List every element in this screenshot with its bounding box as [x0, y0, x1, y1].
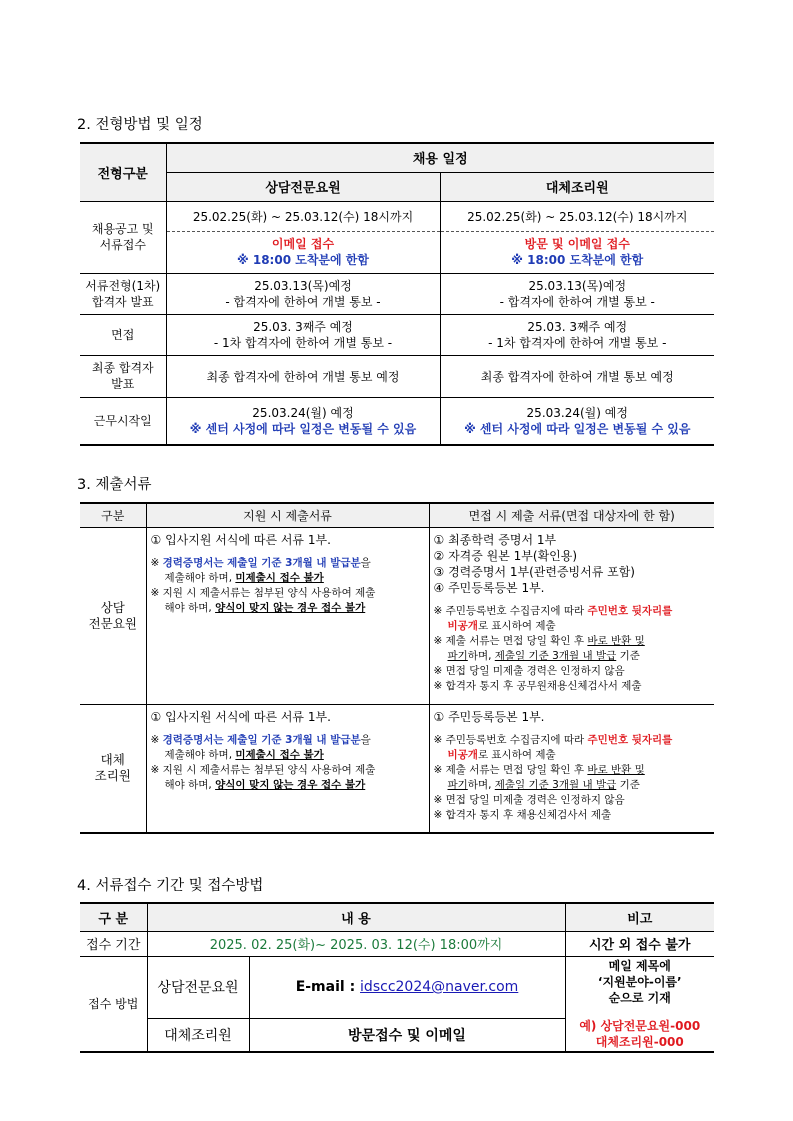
category-header: 구 분 — [80, 903, 147, 931]
email-cell: E-mail : idscc2024@naver.com — [249, 956, 565, 1018]
content-header: 내 용 — [147, 903, 565, 931]
schedule-cell: 최종 합격자에 한하여 개별 통보 예정 — [440, 355, 714, 397]
cook-apply-docs: ① 입사지원 서식에 따른 서류 1부. ※ 경력증명서는 제출일 기준 3개월 내 발급분을 제출해야 하며, 미제출시 접수 불가 ※ 지원 시 제출서류는 첨부된 양식 사용하여 제출 해야 하며, 양식이 맞지 않는 경우 접수 불가 — [146, 704, 429, 833]
schedule-cell: 25.03.24(월) 예정 ※ 센터 사정에 따라 일정은 변동될 수 있음 — [166, 397, 440, 445]
period-label: 접수 기간 — [80, 931, 147, 956]
schedule-cell: 25.03.13(목)예정 - 합격자에 한하여 개별 통보 - — [440, 273, 714, 314]
section-3-title: 3. 제출서류 — [77, 477, 152, 493]
schedule-cell: 방문 및 이메일 접수 ※ 18:00 도착분에 한함 — [440, 231, 714, 273]
schedule-cell: 25.03.13(목)예정 - 합격자에 한하여 개별 통보 - — [166, 273, 440, 314]
period-note: 시간 외 접수 불가 — [565, 931, 714, 956]
method-label: 접수 방법 — [80, 956, 147, 1052]
counselor-header: 상담전문요원 — [166, 172, 440, 201]
schedule-cell: 최종 합격자에 한하여 개별 통보 예정 — [166, 355, 440, 397]
email-link[interactable]: idscc2024@naver.com — [360, 979, 519, 995]
stage-label: 채용공고 및 서류접수 — [80, 201, 166, 273]
schedule-cell: 25.03.24(월) 예정 ※ 센터 사정에 따라 일정은 변동될 수 있음 — [440, 397, 714, 445]
note-header: 비고 — [565, 903, 714, 931]
submission-table — [80, 902, 714, 1053]
schedule-cell: 25.03. 3째주 예정 - 1차 합격자에 한하여 개별 통보 - — [440, 314, 714, 355]
apply-docs-header: 지원 시 제출서류 — [146, 503, 429, 527]
section-2-title: 2. 전형방법 및 일정 — [77, 117, 203, 133]
cook-header: 대체조리원 — [440, 172, 714, 201]
cook-label: 대체 조리원 — [80, 704, 146, 833]
method-note: 메일 제목에 ‘지원분야-이름’ 순으로 기재 예) 상담전문요원-000 대체조리원-000 — [565, 956, 714, 1052]
schedule-table — [80, 142, 714, 446]
category-header: 구분 — [80, 503, 146, 527]
cook-interview-docs: ① 주민등록등본 1부. ※ 주민등록번호 수집금지에 따라 주민번호 뒷자리를 비공개로 표시하여 제출 ※ 제출 서류는 면접 당일 확인 후 바로 반환 및 파기하며, 제출일 기준 3개월 내 발급 기준 ※ 면접 당일 미제출 경력은 인정하지 않음 ※ 합격자 통지 후 채용신체검사서 제출 — [429, 704, 714, 833]
section-4-title: 4. 서류접수 기간 및 접수방법 — [77, 878, 264, 894]
interview-docs-header: 면접 시 제출 서류(면접 대상자에 한 함) — [429, 503, 714, 527]
cook-method-label: 대체조리원 — [147, 1018, 249, 1052]
stage-label: 면접 — [80, 314, 166, 355]
stage-label: 근무시작일 — [80, 397, 166, 445]
stage-label: 서류전형(1차) 합격자 발표 — [80, 273, 166, 314]
stage-label: 최종 합격자 발표 — [80, 355, 166, 397]
documents-table — [80, 502, 714, 834]
counselor-label: 상담 전문요원 — [80, 527, 146, 704]
counselor-apply-docs: ① 입사지원 서식에 따른 서류 1부. ※ 경력증명서는 제출일 기준 3개월 내 발급분을 제출해야 하며, 미제출시 접수 불가 ※ 지원 시 제출서류는 첨부된 양식 사용하여 제출 해야 하며, 양식이 맞지 않는 경우 접수 불가 — [146, 527, 429, 704]
stage-header: 전형구분 — [80, 143, 166, 201]
schedule-header: 채용 일정 — [166, 143, 714, 172]
schedule-cell: 25.02.25(화) ~ 25.03.12(수) 18시까지 — [440, 201, 714, 231]
counselor-method-label: 상담전문요원 — [147, 956, 249, 1018]
schedule-cell: 25.02.25(화) ~ 25.03.12(수) 18시까지 — [166, 201, 440, 231]
schedule-cell: 이메일 접수 ※ 18:00 도착분에 한함 — [166, 231, 440, 273]
schedule-cell: 25.03. 3째주 예정 - 1차 합격자에 한하여 개별 통보 - — [166, 314, 440, 355]
period-value: 2025. 02. 25(화)~ 2025. 03. 12(수) 18:00까지 — [147, 931, 565, 956]
counselor-interview-docs: ① 최종학력 증명서 1부 ② 자격증 원본 1부(확인용) ③ 경력증명서 1부(관련증빙서류 포함) ④ 주민등록등본 1부. ※ 주민등록번호 수집금지에 따라 주민번호 뒷자리를 비공개로 표시하여 제출 ※ 제출 서류는 면접 당일 확인 후 바로 반환 및 파기하며, 제출일 기준 3개월 내 발급 기준 ※ 면접 당일 미제출 경력은 인정하지 않음 ※ 합격자 통지 후 공무원채용신체검사서 제출 — [429, 527, 714, 704]
cook-method-value: 방문접수 및 이메일 — [249, 1018, 565, 1052]
